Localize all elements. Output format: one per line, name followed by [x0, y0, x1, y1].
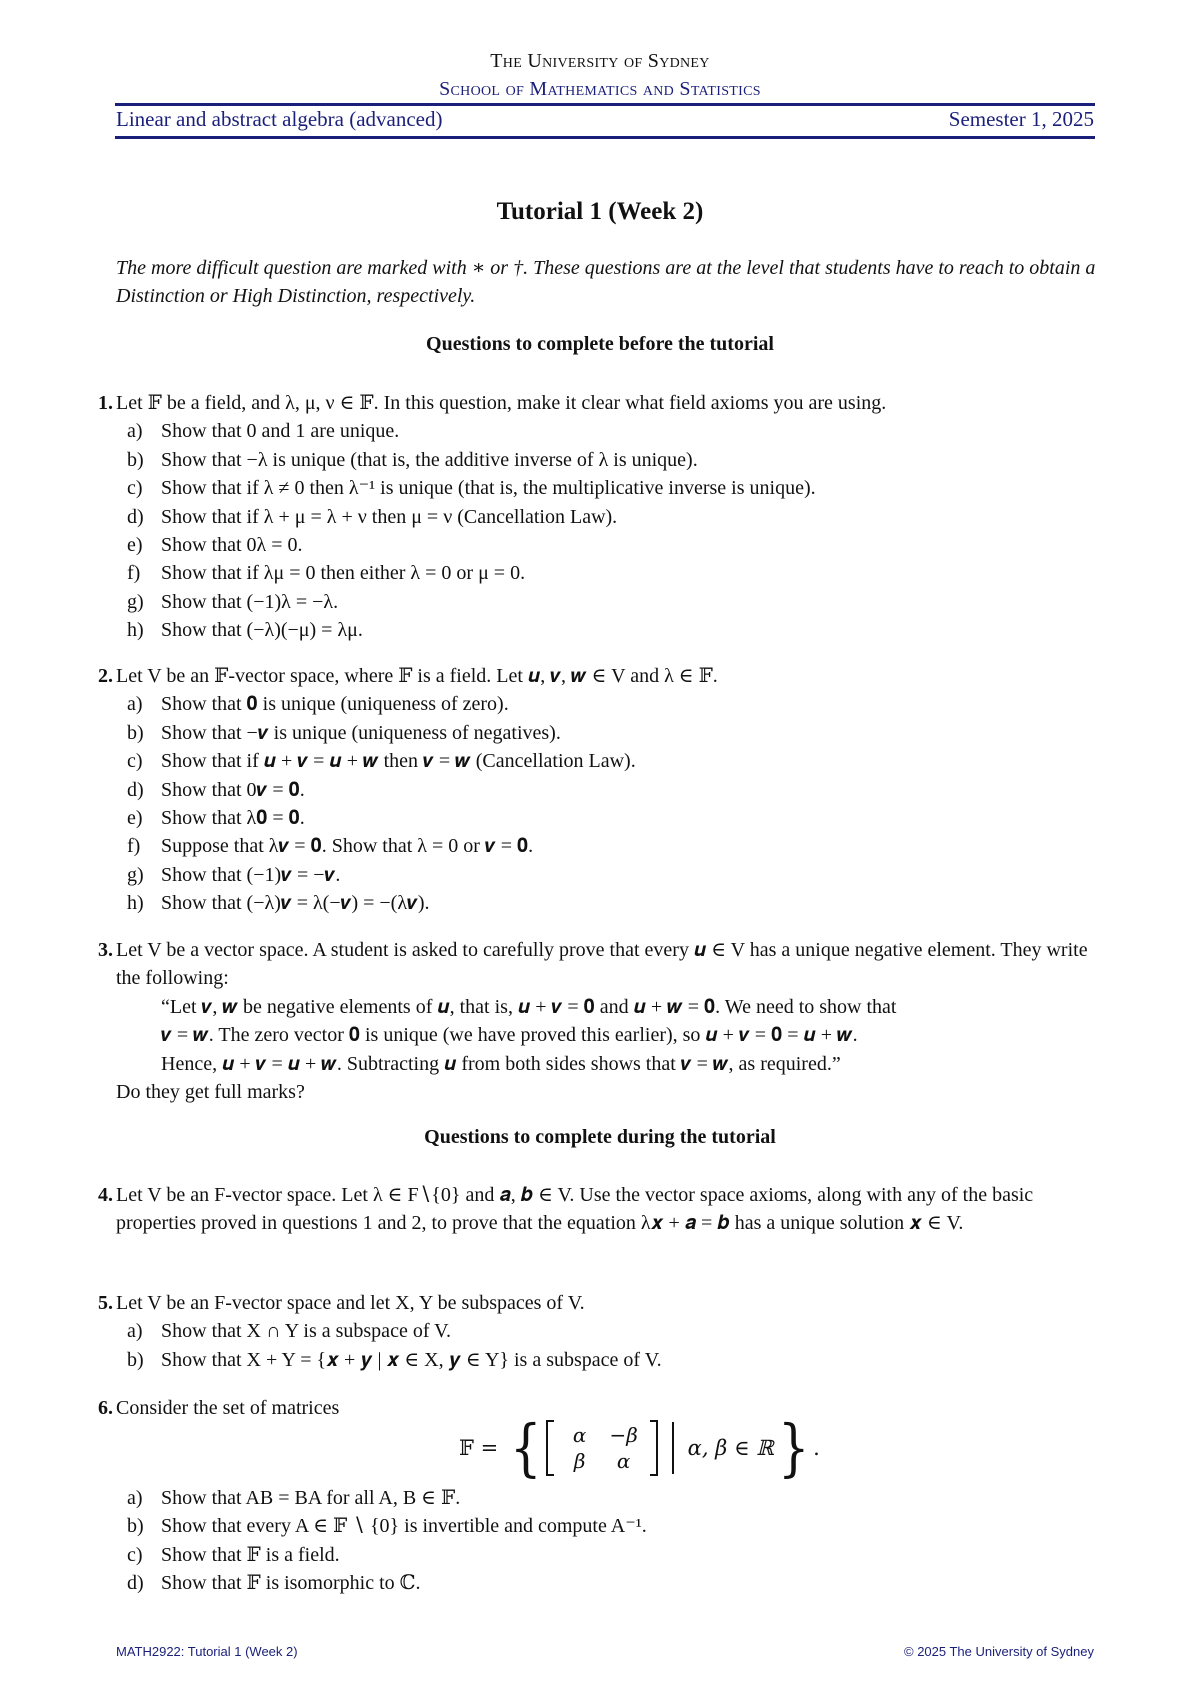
- matrix-entry: β: [573, 1449, 586, 1473]
- part-label: a): [127, 693, 143, 716]
- header-rule-top: [115, 103, 1095, 106]
- part-label: b): [127, 1348, 144, 1371]
- university-name: The University of Sydney: [490, 50, 710, 72]
- question-number: 4.: [98, 1184, 113, 1206]
- matrix-set-definition: [459, 1410, 820, 1486]
- part-text: Show that 0𝒗 = 𝟎.: [161, 778, 305, 801]
- matrix-entry: α: [616, 1449, 631, 1473]
- student-quote: [116, 993, 1096, 1078]
- question-part: [116, 804, 1096, 832]
- intro-note: The more difficult question are marked with ∗ or †. These questions are at the level that students have to reach to obtain a Distinction or High Distinction, respectively.: [116, 257, 1096, 307]
- footer-course-label: MATH2922: Tutorial 1 (Week 2): [116, 1644, 298, 1659]
- question-part: [116, 889, 1096, 917]
- question-part: [116, 1512, 1096, 1540]
- question-3: [98, 936, 1096, 1106]
- part-text: Show that every A ∈ 𝔽 ∖ {0} is invertible and compute A⁻¹.: [161, 1515, 647, 1538]
- question-number: 6.: [98, 1397, 113, 1419]
- part-label: c): [127, 477, 143, 500]
- question-number: 5.: [98, 1292, 113, 1314]
- part-label: h): [127, 619, 144, 642]
- question-part: [116, 747, 1096, 775]
- part-label: a): [127, 1487, 143, 1509]
- part-text: Suppose that λ𝒗 = 𝟎. Show that λ = 0 or 𝒗 = 𝟎.: [161, 835, 534, 858]
- question-6-parts: [116, 1484, 1096, 1598]
- such-that-bar-icon: [672, 1422, 674, 1474]
- school-name: School of Mathematics and Statistics: [439, 78, 761, 100]
- question-text: Let V be an 𝔽-vector space, where 𝔽 is a field. Let 𝒖, 𝒗, 𝒘 ∈ V and λ ∈ 𝔽.: [116, 665, 718, 687]
- question-parts: [116, 1484, 1096, 1598]
- part-label: h): [127, 892, 144, 915]
- question-part: [116, 531, 1096, 559]
- quote-line: “Let 𝒗, 𝒘 be negative elements of 𝒖, that is, 𝒖 + 𝒗 = 𝟎 and 𝒖 + 𝒘 = 𝟎. We need to show that: [161, 995, 897, 1018]
- section-heading-before: Questions to complete before the tutorial: [426, 333, 774, 355]
- quote-line: 𝒗 = 𝒘. The zero vector 𝟎 is unique (we have proved this earlier), so 𝒖 + 𝒗 = 𝟎 = 𝒖 + 𝒘.: [161, 1024, 858, 1047]
- part-text: Show that (−λ)𝒗 = λ(−𝒗) = −(λ𝒗).: [161, 892, 430, 915]
- part-text: Show that X ∩ Y is a subspace of V.: [161, 1320, 451, 1343]
- matrix-entry: α: [572, 1423, 587, 1447]
- matrix: [546, 1423, 658, 1473]
- left-brace-icon: {: [510, 1411, 542, 1484]
- part-text: Show that 0λ = 0.: [161, 534, 303, 557]
- part-text: Show that 0 and 1 are unique.: [161, 420, 400, 443]
- part-label: f): [127, 835, 141, 858]
- question-part: [116, 861, 1096, 889]
- question-number: 1.: [98, 392, 113, 414]
- question-parts: [116, 417, 1096, 644]
- question-text: Consider the set of matrices: [116, 1397, 340, 1419]
- footer-copyright: © 2025 The University of Sydney: [904, 1644, 1094, 1659]
- question-4: [98, 1181, 1096, 1238]
- part-text: Show that λ𝟎 = 𝟎.: [161, 807, 305, 830]
- matrix-entry: −β: [609, 1423, 638, 1447]
- part-text: Show that (−1)𝒗 = −𝒗.: [161, 863, 341, 886]
- part-label: b): [127, 1515, 144, 1538]
- semester-label: Semester 1, 2025: [948, 107, 1094, 131]
- part-label: d): [127, 505, 144, 528]
- part-label: c): [127, 1543, 143, 1566]
- question-parts: [116, 1317, 1096, 1374]
- part-label: a): [127, 1320, 143, 1343]
- question-1: [98, 389, 1096, 645]
- question-part: [116, 1484, 1096, 1512]
- question-part: [116, 719, 1096, 747]
- question-parts: [116, 690, 1096, 917]
- set-condition: α, β ∈ ℝ: [687, 1436, 774, 1460]
- part-text: Show that −𝒗 is unique (uniqueness of negatives).: [161, 721, 561, 744]
- question-part: [116, 503, 1096, 531]
- part-label: c): [127, 750, 143, 773]
- question-5: [98, 1289, 1096, 1374]
- question-part: [116, 776, 1096, 804]
- course-title: Linear and abstract algebra (advanced): [116, 107, 443, 131]
- question-part: [116, 417, 1096, 445]
- part-text: Show that 𝟎 is unique (uniqueness of zero).: [161, 693, 509, 716]
- right-brace-icon: }: [777, 1411, 810, 1484]
- part-label: g): [127, 863, 144, 886]
- question-part: [116, 1317, 1096, 1345]
- part-label: g): [127, 590, 144, 613]
- part-text: Show that AB = BA for all A, B ∈ 𝔽.: [161, 1487, 461, 1509]
- question-text: Let V be an F-vector space and let X, Y be subspaces of V.: [116, 1292, 585, 1314]
- part-label: e): [127, 807, 143, 830]
- question-2: [98, 662, 1096, 918]
- question-part: [116, 690, 1096, 718]
- question-text: Let V be a vector space. A student is asked to carefully prove that every 𝒖 ∈ V has a unique negative element. They write the following:: [116, 939, 1088, 990]
- question-closing: Do they get full marks?: [116, 1081, 305, 1104]
- question-part: [116, 1541, 1096, 1569]
- part-text: Show that 𝔽 is isomorphic to ℂ.: [161, 1572, 421, 1595]
- part-text: Show that (−λ)(−μ) = λμ.: [161, 619, 363, 642]
- quote-line: Hence, 𝒖 + 𝒗 = 𝒖 + 𝒘. Subtracting 𝒖 from both sides shows that 𝒗 = 𝒘, as required.”: [161, 1052, 841, 1075]
- part-text: Show that if 𝒖 + 𝒗 = 𝒖 + 𝒘 then 𝒗 = 𝒘 (Cancellation Law).: [161, 750, 636, 773]
- page-title: Tutorial 1 (Week 2): [496, 198, 704, 225]
- part-label: d): [127, 778, 144, 801]
- part-label: d): [127, 1572, 144, 1595]
- part-label: f): [127, 562, 141, 585]
- left-bracket-icon: [546, 1420, 554, 1476]
- part-text: Show that (−1)λ = −λ.: [161, 590, 339, 613]
- part-text: Show that 𝔽 is a field.: [161, 1543, 340, 1566]
- set-trail: .: [813, 1436, 820, 1460]
- part-text: Show that if λμ = 0 then either λ = 0 or μ = 0.: [161, 562, 526, 585]
- part-label: b): [127, 721, 144, 744]
- question-part: [116, 1569, 1096, 1597]
- matrix-entries: [558, 1423, 646, 1473]
- part-text: Show that −λ is unique (that is, the additive inverse of λ is unique).: [161, 448, 698, 471]
- question-part: [116, 1346, 1096, 1374]
- set-lhs: 𝔽 =: [459, 1436, 499, 1460]
- section-heading-during: Questions to complete during the tutorial: [424, 1126, 776, 1148]
- header-rule-bottom: [115, 136, 1095, 139]
- part-text: Show that X + Y = {𝒙 + 𝒚 | 𝒙 ∈ X, 𝒚 ∈ Y} is a subspace of V.: [161, 1348, 662, 1371]
- question-part: [116, 616, 1096, 644]
- part-label: e): [127, 534, 143, 557]
- question-part: [116, 474, 1096, 502]
- question-number: 2.: [98, 665, 113, 687]
- part-label: a): [127, 420, 143, 443]
- question-text: Let 𝔽 be a field, and λ, μ, ν ∈ 𝔽. In this question, make it clear what field axioms you are using.: [116, 392, 887, 414]
- question-part: [116, 588, 1096, 616]
- part-text: Show that if λ + μ = λ + ν then μ = ν (Cancellation Law).: [161, 505, 618, 528]
- question-part: [116, 446, 1096, 474]
- part-label: b): [127, 448, 144, 471]
- question-text: Let V be an F-vector space. Let λ ∈ F∖{0} and 𝒂, 𝒃 ∈ V. Use the vector space axioms, along with any of the basic properties proved in questions 1 and 2, to prove that the equation λ𝒙 + 𝒂 = 𝒃 has a unique solution 𝒙 ∈ V.: [116, 1184, 1034, 1235]
- right-bracket-icon: [650, 1420, 658, 1476]
- part-text: Show that if λ ≠ 0 then λ⁻¹ is unique (that is, the multiplicative inverse is unique).: [161, 477, 816, 500]
- question-part: [116, 559, 1096, 587]
- question-part: [116, 832, 1096, 860]
- question-number: 3.: [98, 939, 113, 961]
